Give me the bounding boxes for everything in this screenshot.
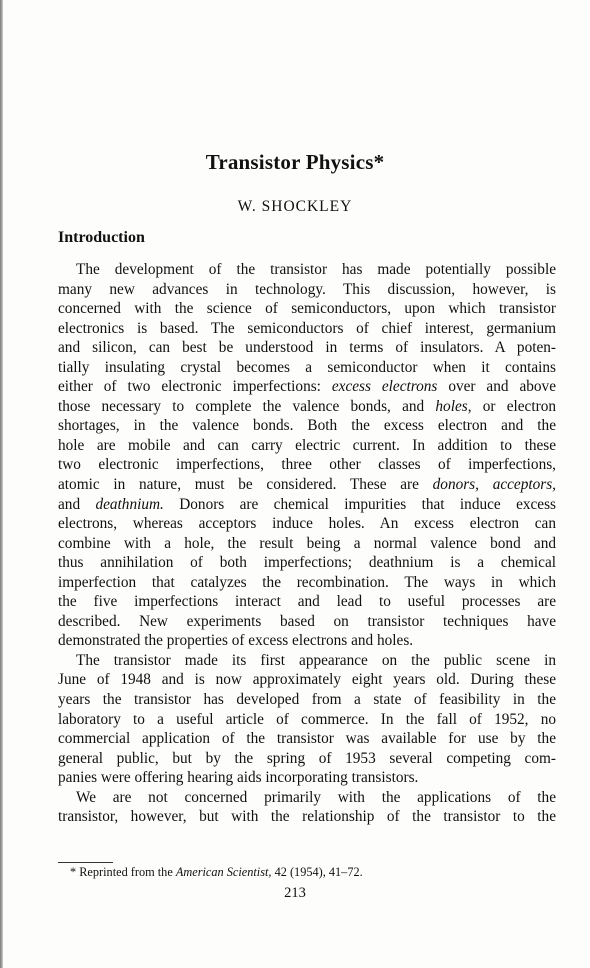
page-number: 213 — [284, 885, 306, 901]
body-line: imperfection that catalyzes the recombination. The ways in which — [58, 573, 556, 591]
body-line: many new advances in technology. This discussion, however, is — [58, 280, 556, 298]
footnote-journal: American Scientist, — [175, 865, 272, 879]
body-line: described. New experiments based on transistor techniques have — [58, 612, 556, 630]
body-line: atomic in nature, must be considered. These are donors, acceptors, — [58, 476, 556, 494]
body-line: general public, but by the spring of 1953 several competing com- — [58, 749, 556, 767]
scan-edge-shadow — [0, 0, 3, 968]
footnote-prefix: * Reprinted from the — [70, 865, 176, 879]
body-line: demonstrated the properties of excess electrons and holes. — [58, 632, 414, 650]
footnote-suffix: 42 (1954), 41–72. — [271, 865, 363, 879]
body-line: The development of the transistor has made potentially possible — [76, 261, 556, 278]
body-line: transistor, however, but with the relationship of the transistor to the — [58, 808, 556, 826]
body-line: We are not concerned primarily with the applications of the — [76, 788, 556, 806]
body-line: thus annihilation of both imperfections; deathnium is a chemical — [58, 554, 556, 572]
body-line: the five imperfections interact and lead to useful processes are — [58, 593, 556, 611]
body-line: tially insulating crystal becomes a semiconductor when it contains — [58, 358, 556, 376]
body-line: two electronic imperfections, three other classes of imperfections, — [58, 456, 556, 474]
section-heading: Introduction — [58, 229, 145, 246]
body-line: June of 1948 and is now approximately eight years old. During these — [58, 671, 556, 689]
body-line: years the transistor has developed from a state of feasibility in the — [58, 691, 556, 709]
body-text — [58, 260, 556, 827]
footnote — [70, 863, 363, 881]
body-line: hole are mobile and can carry electric current. In addition to these — [58, 436, 556, 454]
body-line: shortages, in the valence bonds. Both the excess electron and the — [58, 417, 556, 435]
body-line: electronics is based. The semiconductors of chief interest, germanium — [58, 319, 556, 337]
body-line: The transistor made its first appearance on the public scene in — [76, 651, 556, 669]
body-line: and silicon, can best be understood in terms of insulators. A poten- — [58, 339, 556, 357]
body-line: panies were offering hearing aids incorporating transistors. — [58, 769, 419, 787]
body-line: combine with a hole, the result being a normal valence bond and — [58, 534, 556, 552]
article-title: Transistor Physics* — [205, 150, 385, 174]
body-line: and deathnium. Donors are chemical impurities that induce excess — [58, 495, 556, 513]
article-author: W. SHOCKLEY — [237, 198, 353, 215]
body-line: laboratory to a useful article of commerce. In the fall of 1952, no — [58, 710, 556, 728]
body-line: concerned with the science of semiconductors, upon which transistor — [58, 300, 556, 318]
body-line: those necessary to complete the valence bonds, and holes, or electron — [58, 397, 556, 415]
body-line: electrons, whereas acceptors induce holes. An excess electron can — [58, 515, 556, 533]
body-line: either of two electronic imperfections: excess electrons over and above — [58, 378, 556, 396]
body-line: commercial application of the transistor was available for use by the — [58, 730, 556, 748]
